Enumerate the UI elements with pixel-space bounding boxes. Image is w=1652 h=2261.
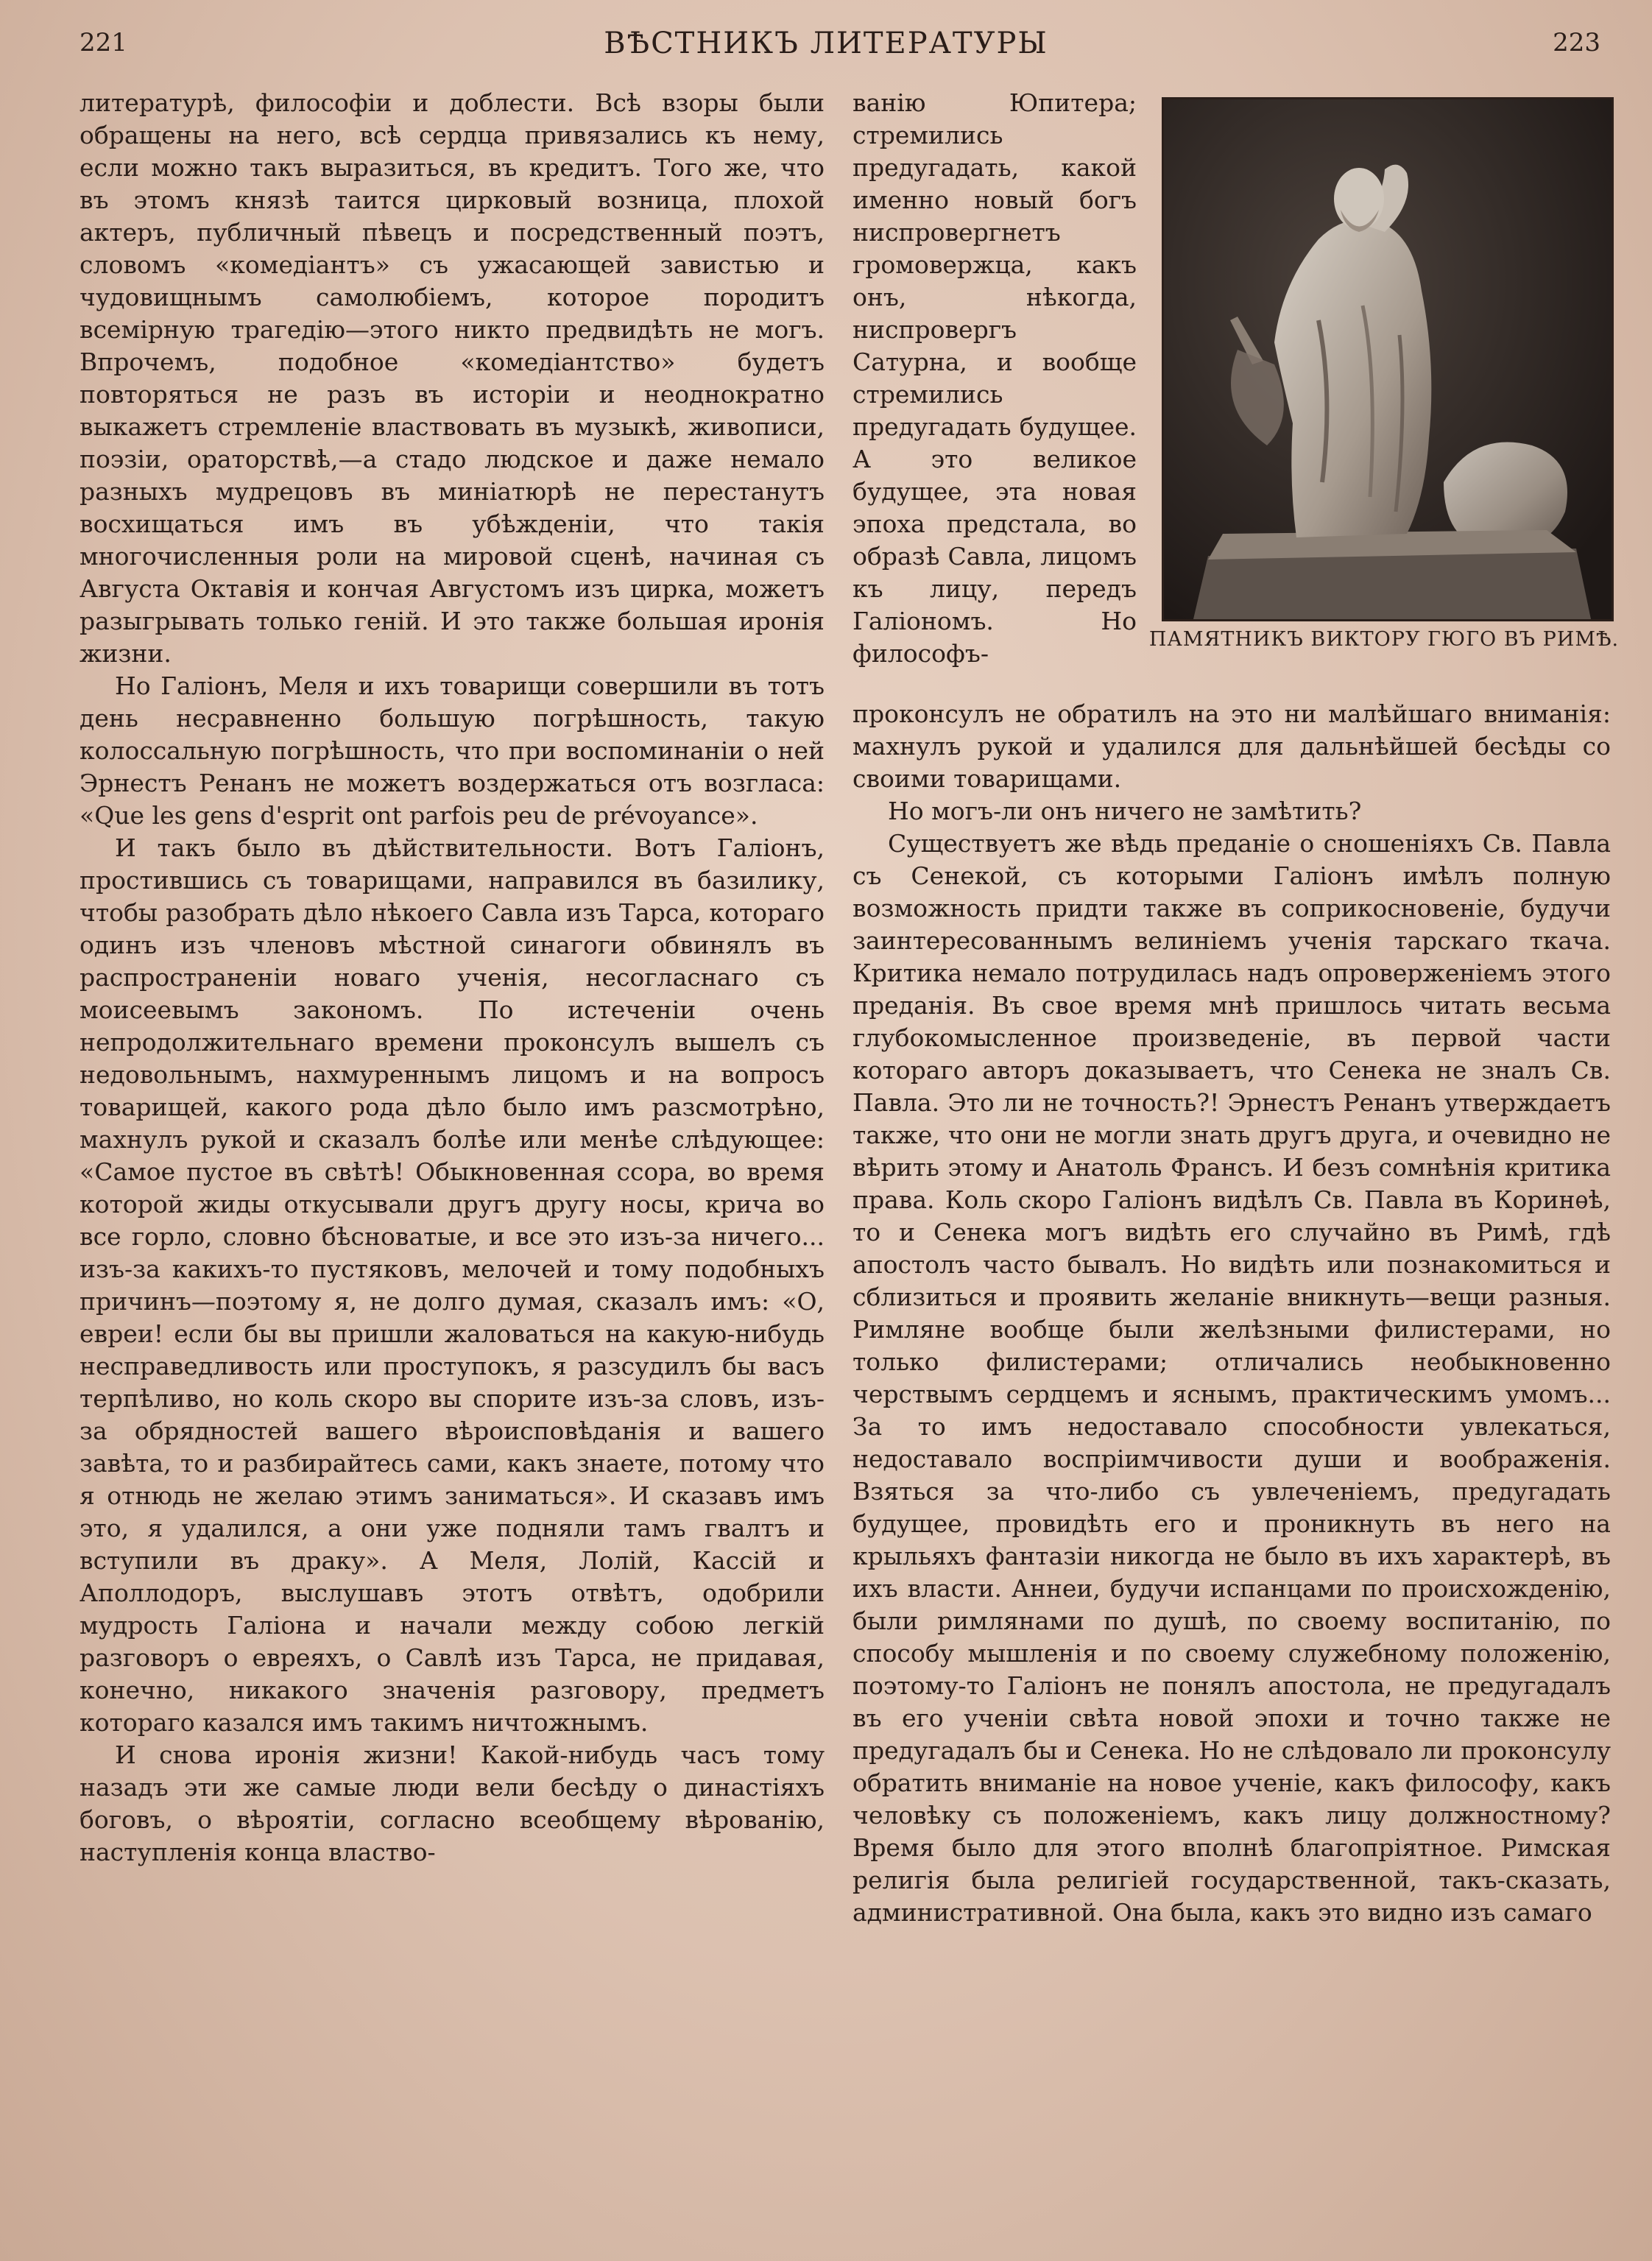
paragraph: проконсулъ не обратилъ на это ни малѣйшаго вниманія: махнулъ рукой и удалился для дальнѣйшей бесѣды со своими товарищами. <box>853 699 1611 793</box>
paragraph: ванію Юпитера; стремились предугадать, какой именно новый богъ ниспровергнетъ громовержца, какъ онъ, нѣкогда, ниспровергъ Сатурна, и вообще стремились предугадать будущее. А это великое будущее, эта новая эпоха предстала, во образѣ Савла, лицомъ къ лицу, передъ Галіономъ. Но философъ- <box>853 88 1137 668</box>
victor-hugo-monument-image <box>1164 99 1612 619</box>
figure-caption: ПАМЯТНИКЪ ВИКТОРУ ГЮГО ВЪ РИМѢ. <box>1148 628 1620 651</box>
statue-photograph <box>1162 97 1614 621</box>
paragraph: литературѣ, философіи и доблести. Всѣ взоры были обращены на него, всѣ сердца привязались къ нему, если можно такъ выразиться, въ кредитъ. Того же, что въ этомъ князѣ таится цирковый возница, плохой актеръ, публичный пѣвецъ и посредственный поэтъ, словомъ «комедіантъ» съ ужасающей завистью и чудовищнымъ самолюбіемъ, которое породитъ всемірную трагедію—этого никто предвидѣть не могъ. Впрочемъ, подобное «комедіантство» будетъ повторяться не разъ въ исторіи и неоднократно выкажетъ стремленіе властвовать въ музыкѣ, живописи, поэзіи, ораторствѣ,—а стадо людское и даже немало разныхъ мудрецовъ въ миніатюрѣ не перестанутъ восхищаться имъ въ убѣжденіи, что такія многочисленныя роли на мировой сценѣ, начиная съ Августа Октавія и кончая Августомъ изъ цирка, можетъ разыгрывать только геній. И это также большая иронія жизни. <box>80 88 825 668</box>
paragraph: Но Галіонъ, Меля и ихъ товарищи совершили въ тотъ день несравненно большую погрѣшность, такую колоссальную погрѣшность, что при воспоминаніи о ней Эрнестъ Ренанъ не можетъ воздержаться отъ возгласа: «Que les gens d'esprit ont parfois peu de prévoyance». <box>80 671 825 830</box>
right-column-beside-figure <box>853 87 1137 670</box>
left-page-number: 221 <box>80 28 127 57</box>
right-page-number: 223 <box>1553 28 1600 57</box>
left-text-column <box>80 87 825 1869</box>
paragraph: И снова иронія жизни! Какой-нибудь часъ тому назадъ эти же самые люди вели бесѣду о династіяхъ боговъ, о вѣроятіи, согласно всеобщему вѣрованію, наступленія конца властво- <box>80 1740 825 1866</box>
paragraph: И такъ было въ дѣйствительности. Вотъ Галіонъ, простившись съ товарищами, направился въ базилику, чтобы разобрать дѣло нѣкоего Савла изъ Тарса, котораго одинъ изъ членовъ мѣстной синагоги обвинялъ въ распространеніи новаго ученія, несогласнаго съ моисеевымъ закономъ. По истеченіи очень непродолжительнаго времени проконсулъ вышелъ съ недовольнымъ, нахмуреннымъ лицомъ и на вопросъ товарищей, какого рода дѣло было имъ разсмотрѣно, махнулъ рукой и сказалъ болѣе или менѣе слѣдующее: «Самое пустое въ свѣтѣ! Обыкновенная ссора, во время которой жиды откусывали другъ другу носы, крича во все горло, словно бѣсноватые, и все это изъ-за ничего... изъ-за какихъ-то пустяковъ, мелочей и тому подобныхъ причинъ—поэтому я, не долго думая, сказалъ имъ: «О, евреи! если бы вы пришли жаловаться на какую-нибудь несправедливость или проступокъ, я разсудилъ бы васъ терпѣливо, но коль скоро вы спорите изъ-за словъ, изъ-за обрядностей вашего вѣроисповѣданія и вашего завѣта, то и разбирайтесь сами, какъ знаете, потому что я отнюдь не желаю этимъ заниматься». И сказавъ имъ это, я удалился, а они уже подняли тамъ гвалтъ и вступили въ драку». А Меля, Лолій, Кассій и Аполлодоръ, выслушавъ этотъ отвѣтъ, одобрили мудрость Галіона и начали между собою легкій разговоръ о евреяхъ, о Савлѣ изъ Тарса, не придавая, конечно, никакого значенія разговору, предметъ котораго казался имъ такимъ ничтожнымъ. <box>80 833 825 1737</box>
right-text-column <box>853 698 1611 1929</box>
paragraph: Но могъ-ли онъ ничего не замѣтить? <box>888 797 1362 825</box>
running-header-title: ВѢСТНИКЪ ЛИТЕРАТУРЫ <box>604 27 1048 60</box>
paragraph: Существуетъ же вѣдь преданіе о сношеніяхъ Св. Павла съ Сенекой, съ которыми Галіонъ имѣлъ полную возможность придти также въ соприкосновеніе, будучи заинтересованнымъ велиніемъ ученія тарскаго ткача. Критика немало потрудилась надъ опроверженіемъ этого преданія. Въ свое время мнѣ пришлось читать весьма глубокомысленное произведеніе, въ первой части котораго авторъ доказываетъ, что Сенека не зналъ Св. Павла. Это ли не точность?! Эрнестъ Ренанъ утверждаетъ также, что они не могли знать другъ друга, и очевидно не вѣрить этому и Анатоль Франсъ. И безъ сомнѣнія критика права. Коль скоро Галіонъ видѣлъ Св. Павла въ Коринѳѣ, то и Сенека могъ видѣть его случайно въ Римѣ, гдѣ апостолъ часто бывалъ. Но видѣть или познакомиться и сблизиться и проявить желаніе вникнуть—вещи разныя. Римляне вообще были желѣзными филистерами, но только филистерами; отличались необыкновенно черствымъ сердцемъ и яснымъ, практическимъ умомъ... За то имъ недоставало способности увлекаться, недоставало воспріимчивости души и воображенія. Взяться за что-либо съ увлеченіемъ, предугадать будущее, провидѣть его и проникнуть въ него на крыльяхъ фантазіи никогда не было въ ихъ характерѣ, въ ихъ власти. Аннеи, будучи испанцами по происхожденію, были римлянами по душѣ, по своему воспитанію, по способу мышленія и по своему служебному положенію, поэтому-то Галіонъ не понялъ апостола, не предугадалъ въ его ученіи свѣта новой эпохи и точно также не предугадалъ бы и Сенека. Но не слѣдовало ли проконсулу обратить вниманіе на новое ученіе, какъ философу, какъ человѣку съ положеніемъ, какъ лицу должностному? Время было для этого вполнѣ благопріятное. Римская религія была религіей государственной, такъ-сказать, административной. Она была, какъ это видно изъ самаго <box>853 829 1611 1927</box>
